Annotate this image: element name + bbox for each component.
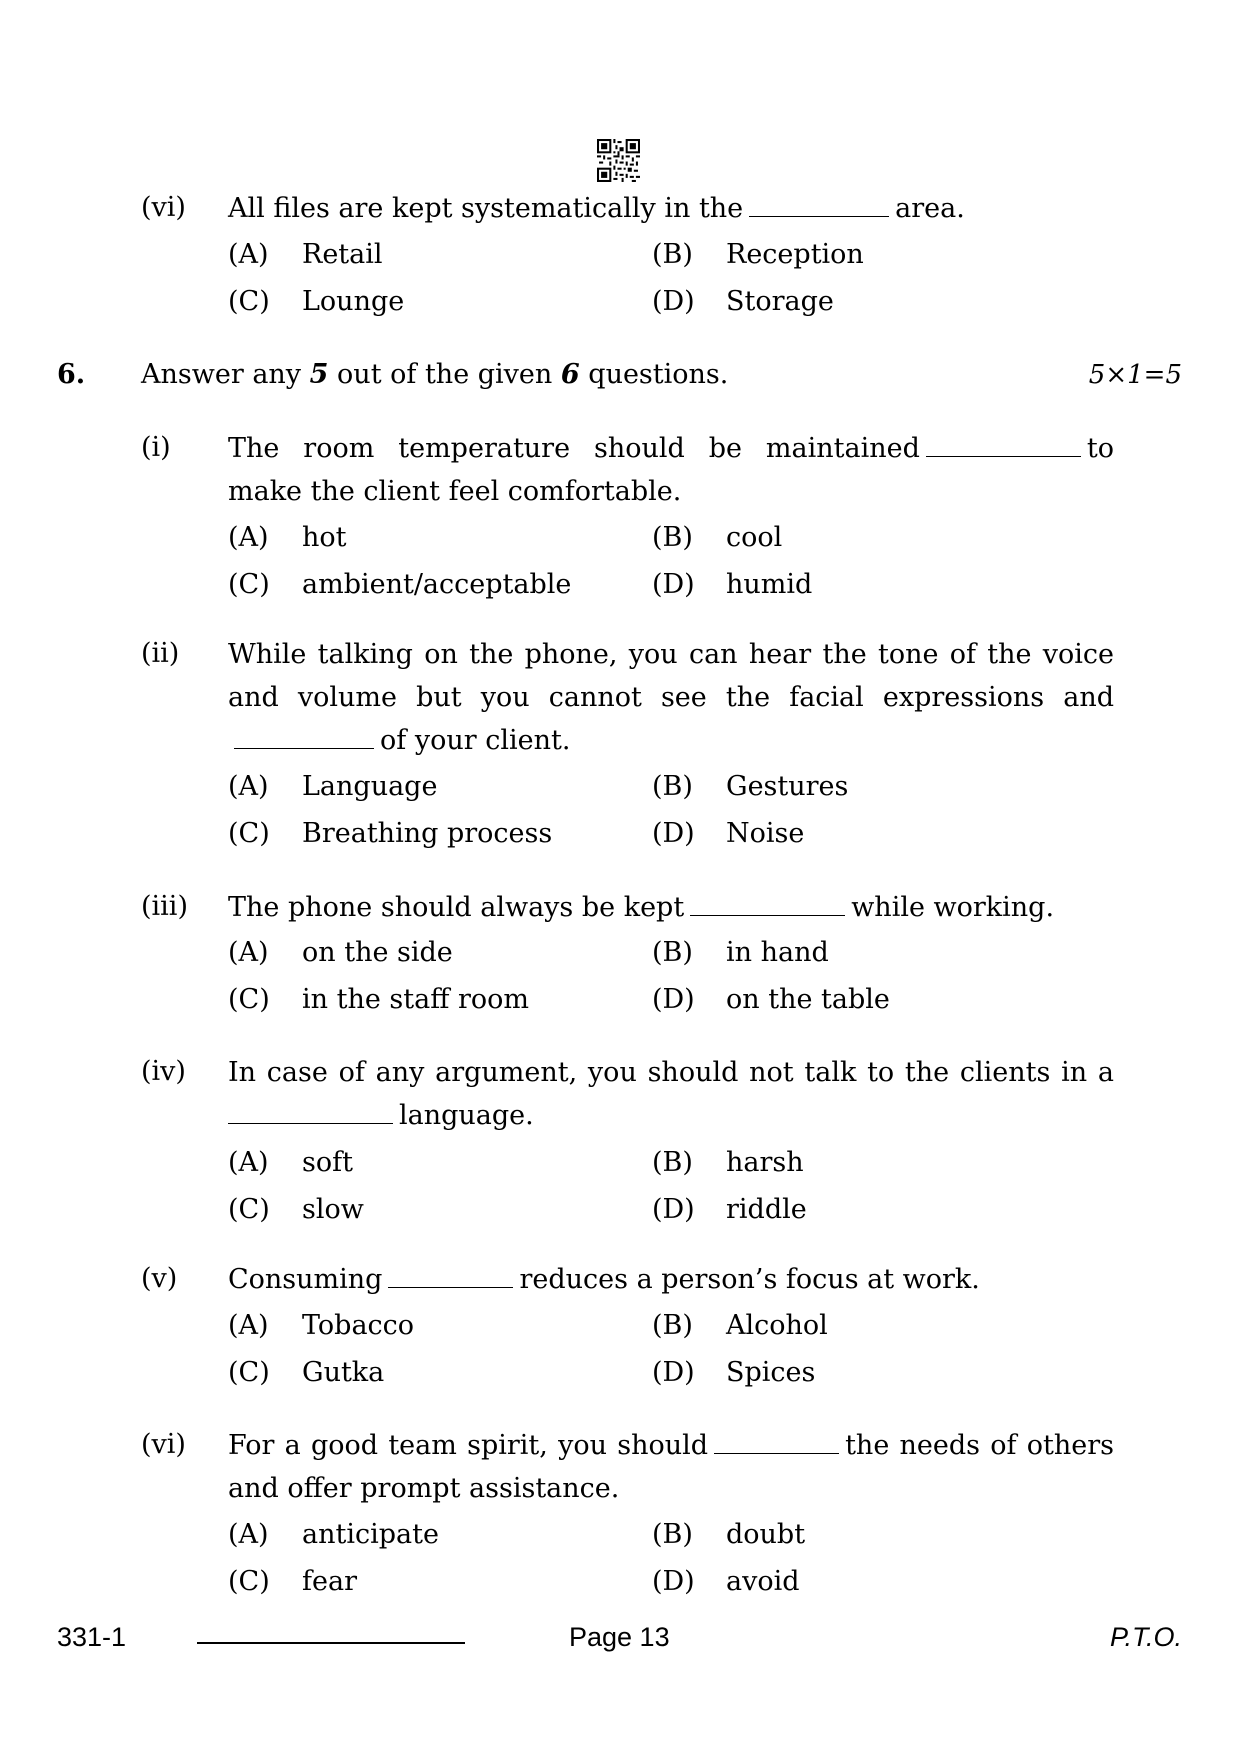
option: (C) Breathing process <box>228 818 553 849</box>
answer-blank <box>234 720 374 749</box>
option: (C) in the staff room <box>228 984 529 1015</box>
question-number: (ii) <box>141 638 180 669</box>
question-stem: The room temperature should be maintained to make the client feel comfortable. <box>228 427 1114 513</box>
question-stem: All files are kept systematically in the area. <box>228 187 1114 230</box>
question-number: (v) <box>141 1263 178 1294</box>
question-stem: In case of any argument, you should not talk to the clients in alanguage. <box>228 1057 1114 1131</box>
question-number: (vi) <box>141 192 186 223</box>
option: (C) fear <box>228 1566 357 1597</box>
option: (D) Spices <box>652 1357 816 1388</box>
option: (A) anticipate <box>228 1519 439 1550</box>
option: (A) Retail <box>228 239 383 270</box>
marks-allocation: 5×1=5 <box>1088 360 1182 390</box>
page-number: Page 13 <box>569 1622 670 1652</box>
answer-blank <box>388 1259 513 1288</box>
question-stem: For a good team spirit, you should the needs of others and offer prompt assistance. <box>228 1424 1114 1510</box>
section-instructions: Answer any 5 out of the given 6 questions. <box>141 359 729 390</box>
answer-blank <box>690 887 845 916</box>
option: (C) Gutka <box>228 1357 385 1388</box>
question-stem: While talking on the phone, you can hear the tone of the voice and volume but you cannot see the facial expressions andof your client. <box>228 639 1114 756</box>
option: (C) slow <box>228 1194 364 1225</box>
answer-blank <box>749 188 889 217</box>
option: (B) cool <box>652 522 783 553</box>
option: (A) Language <box>228 771 438 802</box>
option: (A) on the side <box>228 937 453 968</box>
option: (C) Lounge <box>228 286 405 317</box>
option: (D) on the table <box>652 984 890 1015</box>
answer-blank <box>228 1095 393 1124</box>
option: (B) Alcohol <box>652 1310 828 1341</box>
option: (B) doubt <box>652 1519 806 1550</box>
option: (A) hot <box>228 522 347 553</box>
option: (B) harsh <box>652 1147 804 1178</box>
question-stem: Consuming reduces a person’s focus at work. <box>228 1258 1114 1301</box>
question-number: (iii) <box>141 891 188 922</box>
section-number: 6. <box>57 359 86 390</box>
option: (B) Gestures <box>652 771 849 802</box>
qr-code-icon <box>597 139 640 182</box>
option: (D) avoid <box>652 1566 800 1597</box>
option: (D) humid <box>652 569 813 600</box>
question-stem: The phone should always be kept while working. <box>228 886 1114 929</box>
option: (A) Tobacco <box>228 1310 415 1341</box>
paper-code: 331-1 <box>57 1622 127 1652</box>
option: (C) ambient/acceptable <box>228 569 572 600</box>
option: (D) Noise <box>652 818 805 849</box>
option: (D) Storage <box>652 286 834 317</box>
option: (D) riddle <box>652 1194 807 1225</box>
option: (B) Reception <box>652 239 864 270</box>
pto-label: P.T.O. <box>1109 1622 1182 1652</box>
option: (B) in hand <box>652 937 829 968</box>
answer-blank <box>714 1425 839 1454</box>
question-number: (vi) <box>141 1429 186 1460</box>
answer-blank <box>926 428 1081 457</box>
question-number: (i) <box>141 432 171 463</box>
option: (A) soft <box>228 1147 353 1178</box>
footer-divider <box>197 1642 465 1644</box>
question-number: (iv) <box>141 1056 186 1087</box>
